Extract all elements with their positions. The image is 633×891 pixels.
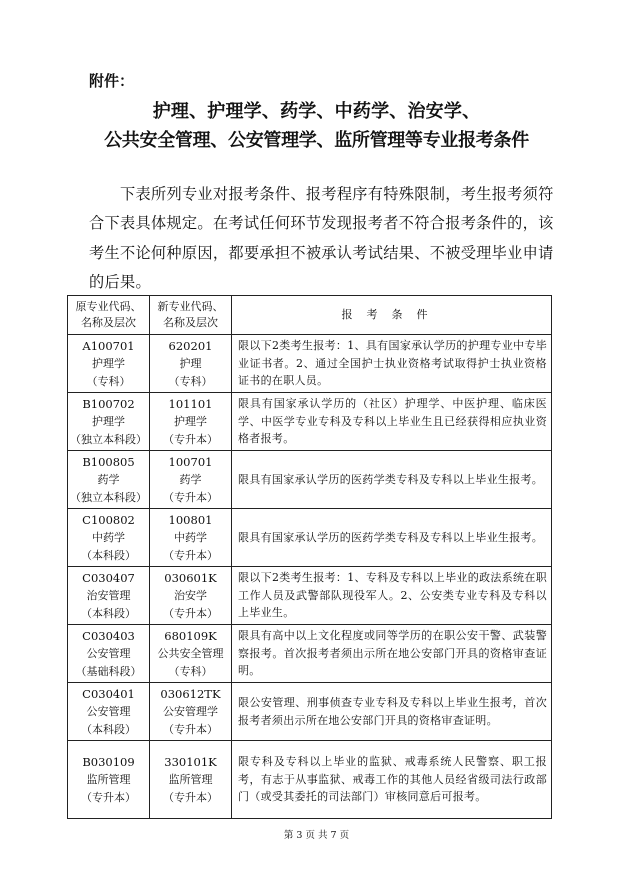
header-original-line1: 原专业代码、 bbox=[75, 300, 142, 313]
new-level: （专科） bbox=[168, 664, 213, 678]
new-name: 监所管理 bbox=[168, 772, 213, 786]
new-level: （专科） bbox=[168, 374, 213, 388]
requirement-text: 限以下2类考生报考：1、专科及专科以上毕业的政法系统在职工作人员及武警部队现役军人。2、公安类专业专科及专科以上毕业生。 bbox=[232, 567, 552, 625]
table-row bbox=[68, 683, 552, 741]
new-code: 100801 bbox=[168, 512, 213, 527]
header-original-line2: 名称及层次 bbox=[81, 316, 136, 329]
new-major-cell bbox=[150, 393, 232, 451]
document-title-line-1: 护理、护理学、药学、中药学、治安学、 bbox=[152, 101, 481, 122]
original-name: 药学 bbox=[97, 472, 120, 486]
header-original-major bbox=[68, 296, 150, 335]
original-level: （专科） bbox=[86, 374, 131, 388]
original-major-cell bbox=[68, 335, 150, 393]
original-name: 护理学 bbox=[92, 414, 125, 428]
new-level: （专升本） bbox=[163, 606, 218, 620]
table-row bbox=[68, 509, 552, 567]
table-row bbox=[68, 625, 552, 683]
original-code: B030109 bbox=[82, 754, 135, 769]
original-level: （本科段） bbox=[81, 722, 136, 736]
original-code: B100702 bbox=[82, 396, 135, 411]
new-code: 620201 bbox=[168, 338, 213, 353]
table-row bbox=[68, 451, 552, 509]
original-major-cell bbox=[68, 683, 150, 741]
original-name: 护理学 bbox=[92, 356, 125, 370]
new-name: 治安学 bbox=[174, 588, 207, 602]
new-major-cell bbox=[150, 335, 232, 393]
table-row bbox=[68, 393, 552, 451]
new-code: 030601K bbox=[164, 570, 217, 585]
original-code: C030407 bbox=[82, 570, 135, 585]
header-conditions: 报考条件 bbox=[232, 296, 552, 335]
new-major-cell bbox=[150, 451, 232, 509]
original-level: （本科段） bbox=[81, 606, 136, 620]
original-code: C100802 bbox=[82, 512, 135, 527]
original-major-cell bbox=[68, 509, 150, 567]
original-level: （本科段） bbox=[81, 548, 136, 562]
original-major-cell bbox=[68, 393, 150, 451]
requirement-text: 限专科及专科以上毕业的监狱、戒毒系统人民警察、职工报考，有志于从事监狱、戒毒工作的其他人员经省级司法行政部门（或受其委托的司法部门）审核同意后可报考。 bbox=[232, 741, 552, 819]
table-header-row bbox=[68, 296, 552, 335]
new-name: 公共安全管理 bbox=[157, 646, 224, 660]
original-level: （专升本） bbox=[81, 790, 136, 804]
new-name: 护理 bbox=[179, 356, 202, 370]
new-name: 护理学 bbox=[174, 414, 207, 428]
original-major-cell bbox=[68, 625, 150, 683]
new-code: 680109K bbox=[164, 628, 217, 643]
requirement-text: 限公安管理、刑事侦查专业专科及专科以上毕业生报考，首次报考者须出示所在地公安部门开具的资格审查证明。 bbox=[232, 683, 552, 741]
new-major-cell bbox=[150, 625, 232, 683]
attachment-label: 附件： bbox=[89, 72, 135, 90]
table-row bbox=[68, 741, 552, 819]
header-new-line2: 名称及层次 bbox=[163, 316, 218, 329]
original-major-cell bbox=[68, 567, 150, 625]
original-name: 监所管理 bbox=[86, 772, 131, 786]
new-code: 101101 bbox=[168, 396, 213, 411]
requirement-text: 限具有国家承认学历的医药学类专科及专科以上毕业生报考。 bbox=[232, 451, 552, 509]
original-name: 中药学 bbox=[92, 530, 125, 544]
original-code: C030401 bbox=[82, 686, 135, 701]
new-major-cell bbox=[150, 567, 232, 625]
table-row bbox=[68, 335, 552, 393]
table-row bbox=[68, 567, 552, 625]
original-level: （独立本科段） bbox=[70, 432, 147, 446]
original-name: 治安管理 bbox=[86, 588, 131, 602]
new-name: 中药学 bbox=[174, 530, 207, 544]
requirement-text: 限具有国家承认学历的（社区）护理学、中医护理、临床医学、中医学专业专科及专科以上毕业生且已经获得相应执业资格者报考。 bbox=[232, 393, 552, 451]
original-name: 公安管理 bbox=[86, 704, 131, 718]
new-code: 330101K bbox=[164, 754, 217, 769]
new-level: （专升本） bbox=[163, 490, 218, 504]
new-level: （专升本） bbox=[163, 432, 218, 446]
requirement-text: 限以下2类考生报考：1、具有国家承认学历的护理专业中专毕业证书者。2、通过全国护士执业资格考试取得护士执业资格证书的在职人员。 bbox=[232, 335, 552, 393]
requirement-text: 限具有高中以上文化程度或同等学历的在职公安干警、武装警察报考。首次报考者须出示所在地公安部门开具的资格审查证明。 bbox=[232, 625, 552, 683]
page-number: 第 3 页 共 7 页 bbox=[283, 830, 350, 841]
original-code: A100701 bbox=[82, 338, 135, 353]
intro-text: 下表所列专业对报考条件、报考程序有特殊限制，考生报考须符合下表具体规定。在考试任何环节发现报考者不符合报考条件的，该考生不论何种原因，都要承担不被承认考试结果、不被受理毕业申请的后果。 bbox=[89, 185, 554, 292]
new-code: 030612TK bbox=[160, 686, 221, 701]
new-name: 公安管理学 bbox=[163, 704, 218, 718]
new-major-cell bbox=[150, 741, 232, 819]
intro-paragraph bbox=[89, 180, 559, 298]
header-new-major bbox=[150, 296, 232, 335]
original-major-cell bbox=[68, 741, 150, 819]
new-level: （专升本） bbox=[163, 548, 218, 562]
original-code: B100805 bbox=[82, 454, 135, 469]
new-major-cell bbox=[150, 509, 232, 567]
new-major-cell bbox=[150, 683, 232, 741]
requirement-text: 限具有国家承认学历的医药学类专科及专科以上毕业生报考。 bbox=[232, 509, 552, 567]
new-code: 100701 bbox=[168, 454, 213, 469]
new-name: 药学 bbox=[179, 472, 202, 486]
new-level: （专升本） bbox=[163, 790, 218, 804]
original-name: 公安管理 bbox=[86, 646, 131, 660]
original-major-cell bbox=[68, 451, 150, 509]
original-level: （基础科段） bbox=[75, 664, 142, 678]
requirements-table bbox=[67, 295, 552, 819]
original-code: C030403 bbox=[82, 628, 135, 643]
document-title-line-2: 公共安全管理、公安管理学、监所管理等专业报考条件 bbox=[104, 130, 529, 151]
new-level: （专升本） bbox=[163, 722, 218, 736]
header-new-line1: 新专业代码、 bbox=[157, 300, 224, 313]
original-level: （独立本科段） bbox=[70, 490, 147, 504]
